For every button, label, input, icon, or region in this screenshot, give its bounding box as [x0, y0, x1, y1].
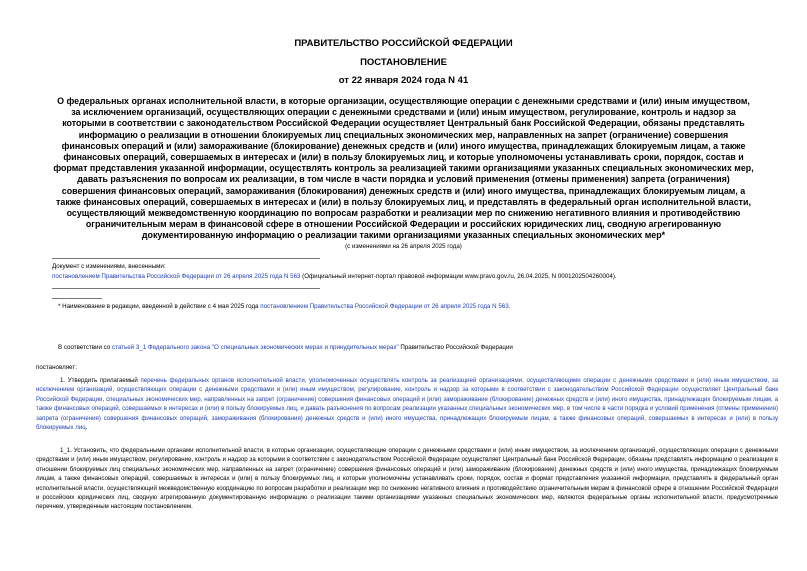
date-number-heading: от 22 января 2024 года N 41	[338, 75, 469, 86]
divider	[52, 288, 320, 289]
government-heading: ПРАВИТЕЛЬСТВО РОССИЙСКОЙ ФЕДЕРАЦИИ	[294, 38, 513, 49]
changes-source: (Официальный интернет-портал правовой информации www.pravo.gov.ru, 26.04.2025, N 0001202504260004).	[300, 272, 617, 280]
divider	[52, 258, 320, 259]
changes-block	[52, 262, 782, 281]
document-type-heading: ПОСТАНОВЛЕНИЕ	[360, 57, 447, 68]
document-title: О федеральных органах исполнительной власти, в которые организации, осуществляющие операции с денежными средствами и (или) иным имуществом, за исключением организаций, осуществляющих операции с денежными средствами и (или) иным имуществом, регулирование, контроль и надзор за которыми в соответствии с законодательством Российской Федерации осуществляет Центральный банк Российской Федерации, обязаны представлять информацию о реализации в отношении блокируемых лиц специальных экономических мер, направленных на запрет (ограничение) совершения финансовых операций и (или) замораживание (блокирование) денежных средств и (или) иного имущества, принадлежащих блокируемым лицам, а также финансовых операций, совершаемых в интересах и (или) в пользу блокируемых лиц, и которые уполномочены устанавливать сроки, порядок, состав и формат представления указанной информации, осуществлять контроль за реализацией такими организациями указанных специальных экономических мер, давать разъяснения по вопросам их реализации, в том числе в части порядка и условий применения (отмены применения) запрета (ограничения) совершения финансовых операций, замораживания (блокирования) денежных средств и (или) иного имущества, принадлежащих блокируемым лицам, а также финансовых операций, совершаемых в интересах и (или) в пользу блокируемых лиц, и представлять в федеральный орган исполнительной власти, осуществляющий межведомственную координацию по вопросам разработки и реализации мер по снижению негативного влияния и противодействию ограничительным мерам в финансовой сфере в отношении Российской Федерации и российских юридических лиц, сводную агрегированную документированную информацию о реализации такими организациями указанных специальных экономических мер*	[53, 96, 754, 241]
preamble-end: Правительство Российской Федерации	[398, 344, 513, 351]
footnote-end: .	[508, 303, 511, 310]
changes-label: Документ с изменениями, внесенными:	[52, 263, 166, 270]
footnote-link[interactable]: постановлением Правительства Российской Федерации от 26 апреля 2025 года N 563	[260, 303, 509, 310]
preamble-link[interactable]: статьей 3_1 Федерального закона "О специальных экономических мерах и принудительных мерах"	[111, 344, 399, 351]
item-1-text: 1. Утвердить прилагаемый	[60, 377, 141, 384]
changes-line	[52, 272, 782, 282]
paragraph-item-1	[36, 376, 778, 432]
changes-link[interactable]: постановлением Правительства Российской Федерации от 26 апреля 2025 года N 563	[52, 272, 301, 280]
preamble	[58, 343, 778, 353]
item-1-link[interactable]: перечень федеральных органов исполнительной власти, уполномоченных осуществлять контроль за реализацией организациями, осуществляющими операции с денежными средствами и (или) иным имуществом, за исключением организаций, осуществляющих операции с денежными средствами и (или) иным имуществом, регулирование, контроль и надзор за которыми в соответствии с законодательством Российской Федерации осуществляет Центральный банк Российской Федерации, специальных экономических мер, направленных на запрет (ограничение) совершения финансовых операций и (или) замораживание (блокирование) денежных средств и (или) иного имущества, принадлежащих блокируемым лицам, а также финансовых операций, совершаемых в интересах и (или) в пользу блокируемых лиц, и давать разъяснения по вопросам реализации указанных специальных экономических мер, в том числе в части порядка и условий применения (отмены применения) запрета (ограничения) совершения финансовых операций, замораживания (блокирования) денежных средств и (или) иного имущества, принадлежащих блокируемым лицам, а также финансовых операций, совершаемых в интересах и (или) в пользу блокируемых лиц	[36, 377, 779, 432]
item-1-end: .	[85, 424, 88, 432]
paragraph-item-1-1: 1_1. Установить, что федеральными органами исполнительной власти, в которые организации, осуществляющие операции с денежными средствами и (или) иным имуществом, за исключением организаций, осуществляющих операции с денежными средствами и (или) иным имуществом, регулирование, контроль и надзор за которыми в соответствии с законодательством Российской Федерации осуществляет Центральный банк Российской Федерации, обязаны представлять информацию о реализации в отношении блокируемых лиц специальных экономических мер, направленных на запрет (ограничение) совершения финансовых операций и (или) замораживание (блокирование) денежных средств и (или) иного имущества, принадлежащих блокируемым лицам, а также финансовых операций, совершаемых в интересах и (или) в пользу блокируемых лиц, и которые уполномочены устанавливать сроки, порядок, состав и формат представления указанной информации, представлять в федеральный орган исполнительной власти, осуществляющий межведомственную координацию по вопросам разработки и реализации мер по снижению негативного влияния и противодействию ограничительным мерам в финансовой сфере в отношении Российской Федерации и российских юридических лиц, сводную агрегированную документированную информацию о реализации такими организациями указанных специальных экономических мер, являются федеральные органы исполнительной власти, предусмотренные перечнем, утвержденным настоящим постановлением.	[36, 447, 778, 511]
preamble-text: В соответствии со	[58, 344, 112, 351]
amended-note: (с изменениями на 26 апреля 2025 года)	[345, 243, 462, 250]
footnote	[58, 302, 778, 312]
footnote-divider	[52, 298, 102, 299]
footnote-text: * Наименование в редакции, введенной в действие с 4 мая 2025 года	[58, 303, 261, 310]
decree-word: постановляет:	[36, 364, 77, 371]
